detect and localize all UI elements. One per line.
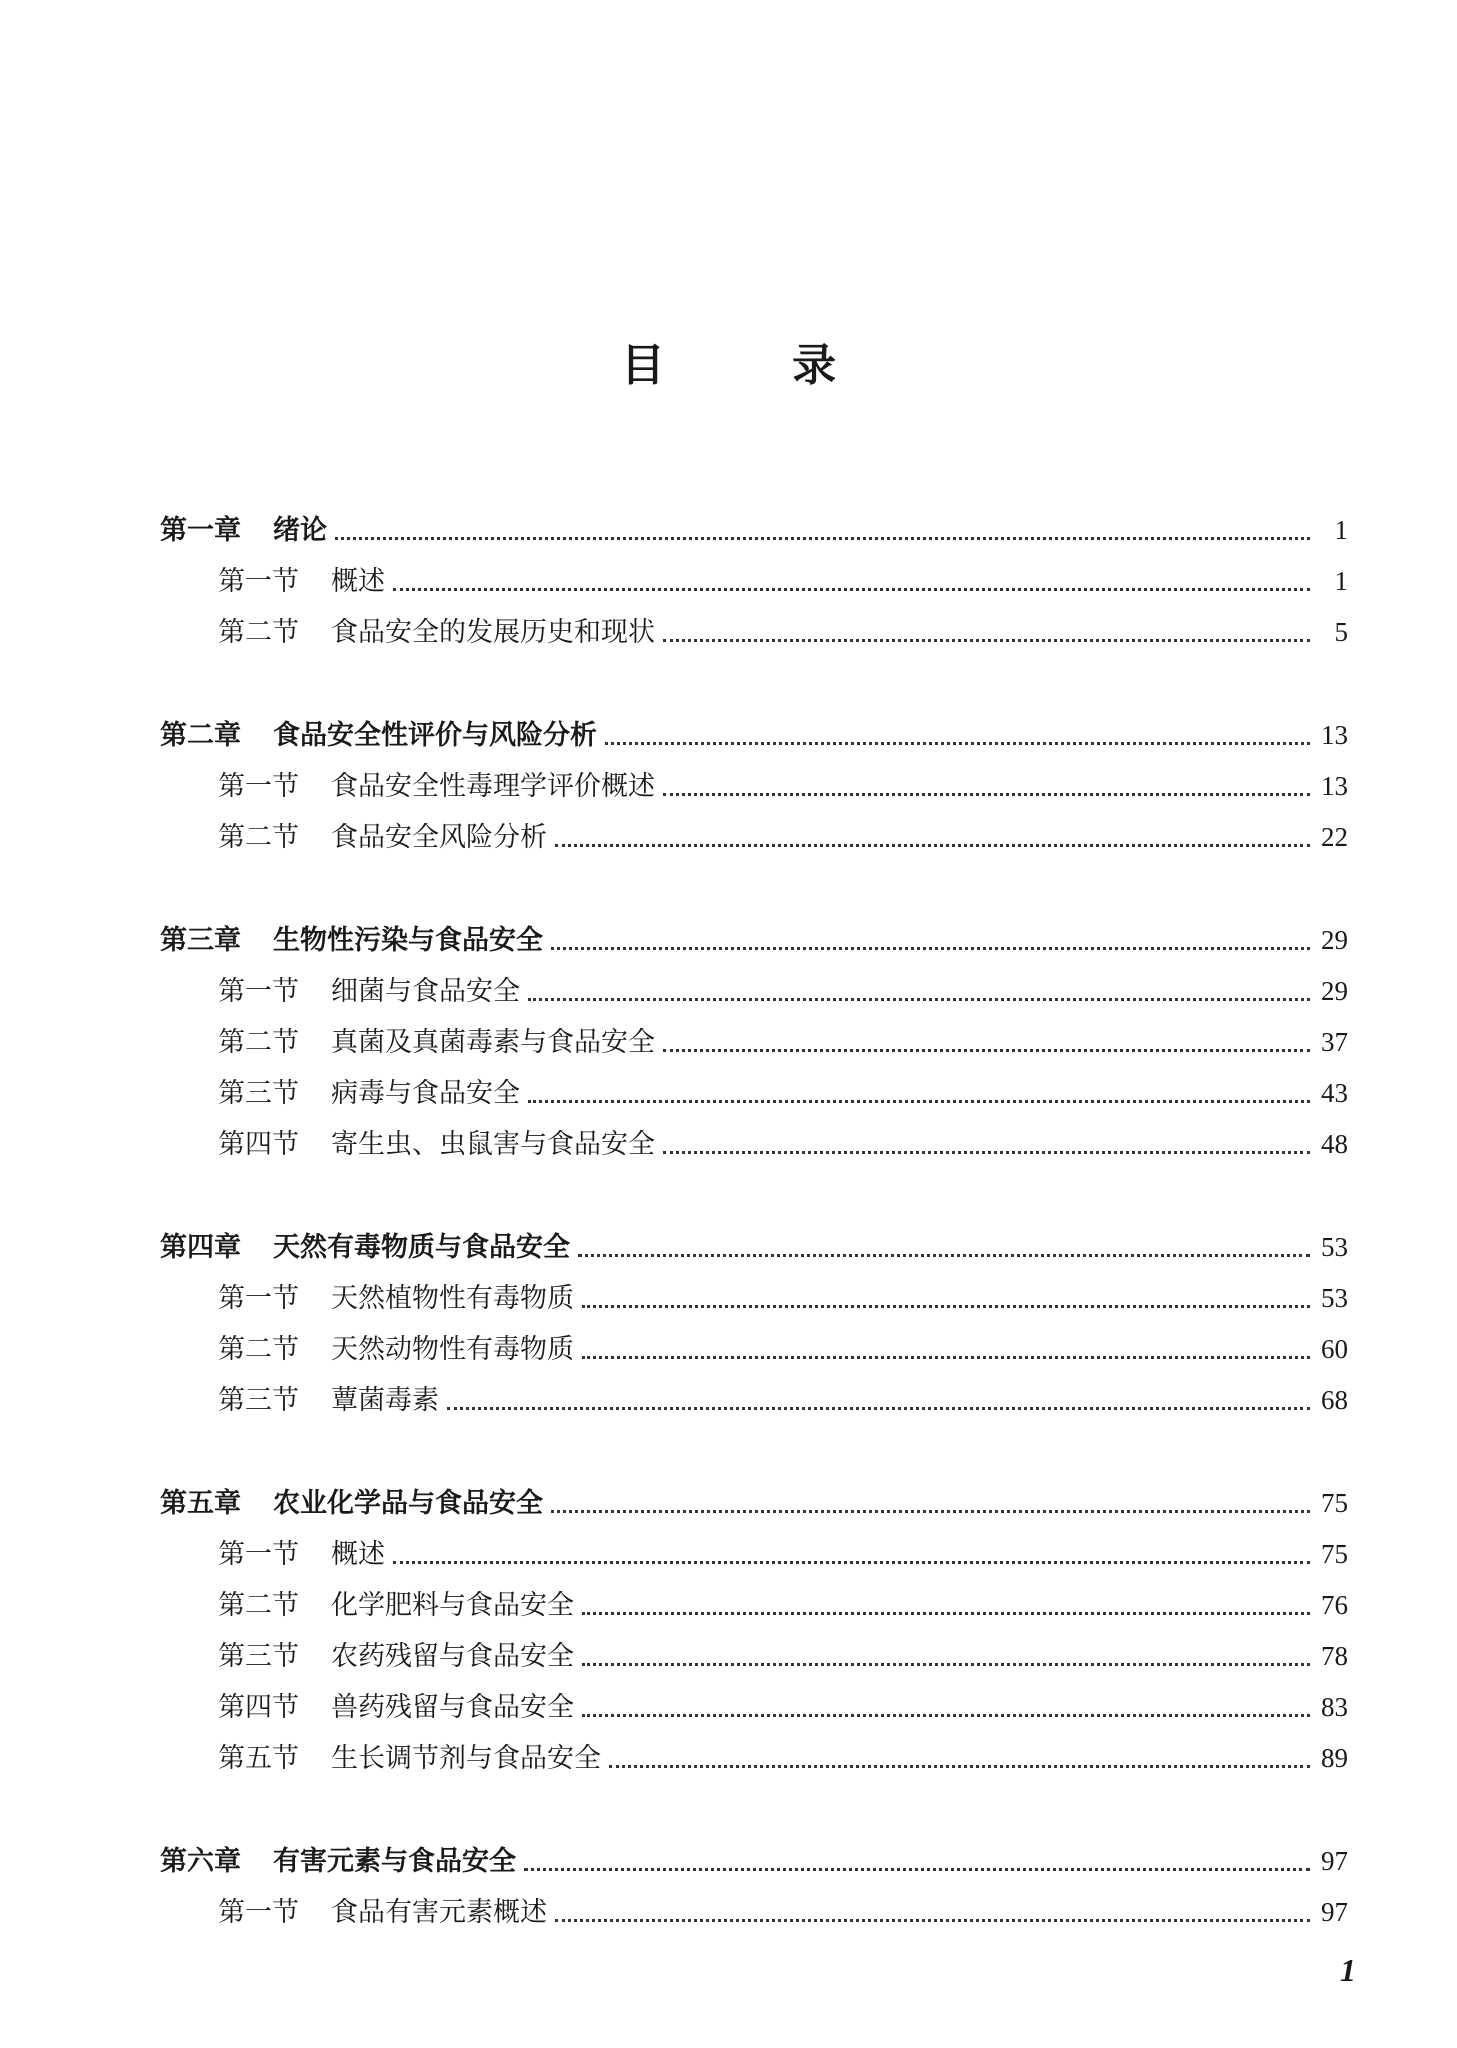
page-number: 89 (1321, 1743, 1348, 1773)
page-number: 53 (1321, 1283, 1348, 1313)
dot-leader (393, 588, 1310, 591)
section-number: 第三节 (218, 1385, 299, 1416)
section-title: 概述 (331, 566, 385, 597)
dot-leader (578, 1254, 1310, 1257)
section-title: 生长调节剂与食品安全 (331, 1743, 601, 1774)
dot-leader (582, 1612, 1310, 1615)
dot-leader (528, 998, 1310, 1001)
section-title: 天然动物性有毒物质 (331, 1334, 574, 1365)
dot-leader (663, 1049, 1310, 1052)
page-number: 29 (1321, 925, 1348, 955)
section-number: 第二节 (218, 1027, 299, 1058)
toc-chapter-entry[interactable] (160, 1478, 1348, 1529)
dot-leader (663, 793, 1310, 796)
page-number: 37 (1321, 1027, 1348, 1057)
section-title: 食品安全性毒理学评价概述 (331, 771, 655, 802)
toc-section-entry[interactable] (160, 556, 1348, 607)
section-title: 天然植物性有毒物质 (331, 1283, 574, 1314)
dot-leader (524, 1868, 1310, 1871)
toc-section-entry[interactable] (160, 1733, 1348, 1784)
page-number: 29 (1321, 976, 1348, 1006)
section-number: 第四节 (218, 1692, 299, 1723)
section-title: 食品安全的发展历史和现状 (331, 617, 655, 648)
chapter-title: 绪论 (273, 515, 327, 546)
dot-leader (663, 1151, 1310, 1154)
toc-section-entry[interactable] (160, 1887, 1348, 1938)
chapter-title: 生物性污染与食品安全 (273, 925, 543, 956)
toc-chapter-entry[interactable] (160, 710, 1348, 761)
section-title: 化学肥料与食品安全 (331, 1590, 574, 1621)
section-number: 第一节 (218, 1897, 299, 1928)
dot-leader (605, 742, 1310, 745)
page-number: 43 (1321, 1078, 1348, 1108)
chapter-number: 第四章 (160, 1232, 241, 1263)
dot-leader (551, 1510, 1310, 1513)
section-number: 第三节 (218, 1078, 299, 1109)
chapter-title: 有害元素与食品安全 (273, 1846, 516, 1877)
section-number: 第二节 (218, 822, 299, 853)
toc-chapter-entry[interactable] (160, 915, 1348, 966)
dot-leader (582, 1356, 1310, 1359)
dot-leader (609, 1765, 1310, 1768)
toc-section-entry[interactable] (160, 1324, 1348, 1375)
dot-leader (582, 1305, 1310, 1308)
section-number: 第五节 (218, 1743, 299, 1774)
dot-leader (663, 639, 1310, 642)
section-number: 第一节 (218, 976, 299, 1007)
toc-section-entry[interactable] (160, 1580, 1348, 1631)
section-title: 食品安全风险分析 (331, 822, 547, 853)
chapter-6 (160, 1836, 1348, 1938)
toc-section-entry[interactable] (160, 761, 1348, 812)
toc-chapter-entry[interactable] (160, 505, 1348, 556)
dot-leader (555, 1919, 1310, 1922)
page-number: 75 (1321, 1539, 1348, 1569)
page-number: 53 (1321, 1232, 1348, 1262)
section-title: 真菌及真菌毒素与食品安全 (331, 1027, 655, 1058)
toc-section-entry[interactable] (160, 1068, 1348, 1119)
dot-leader (555, 844, 1310, 847)
page-number: 1 (1334, 566, 1348, 596)
section-number: 第一节 (218, 566, 299, 597)
section-title: 细菌与食品安全 (331, 976, 520, 1007)
dot-leader (582, 1663, 1310, 1666)
page-number: 97 (1321, 1897, 1348, 1927)
toc-section-entry[interactable] (160, 1273, 1348, 1324)
chapter-number: 第一章 (160, 515, 241, 546)
section-title: 病毒与食品安全 (331, 1078, 520, 1109)
toc-section-entry[interactable] (160, 812, 1348, 863)
page-number: 22 (1321, 822, 1348, 852)
section-title: 概述 (331, 1539, 385, 1570)
section-number: 第二节 (218, 1590, 299, 1621)
section-number: 第二节 (218, 1334, 299, 1365)
page-number: 75 (1321, 1488, 1348, 1518)
page-number: 83 (1321, 1692, 1348, 1722)
toc-section-entry[interactable] (160, 1682, 1348, 1733)
section-number: 第一节 (218, 771, 299, 802)
page-number: 5 (1334, 617, 1348, 647)
chapter-title: 天然有毒物质与食品安全 (273, 1232, 570, 1263)
chapter-number: 第三章 (160, 925, 241, 956)
page-number: 48 (1321, 1129, 1348, 1159)
section-number: 第四节 (218, 1129, 299, 1160)
table-of-contents (160, 505, 1348, 1990)
section-number: 第三节 (218, 1641, 299, 1672)
dot-leader (335, 537, 1310, 540)
chapter-number: 第五章 (160, 1488, 241, 1519)
chapter-3 (160, 915, 1348, 1170)
toc-section-entry[interactable] (160, 1119, 1348, 1170)
toc-chapter-entry[interactable] (160, 1836, 1348, 1887)
chapter-title: 食品安全性评价与风险分析 (273, 720, 597, 751)
toc-chapter-entry[interactable] (160, 1222, 1348, 1273)
section-number: 第一节 (218, 1539, 299, 1570)
section-title: 蕈菌毒素 (331, 1385, 439, 1416)
page-number: 68 (1321, 1385, 1348, 1415)
toc-section-entry[interactable] (160, 607, 1348, 658)
page-number: 1 (1334, 515, 1348, 545)
section-title: 兽药残留与食品安全 (331, 1692, 574, 1723)
section-number: 第一节 (218, 1283, 299, 1314)
page-number: 78 (1321, 1641, 1348, 1671)
section-number: 第二节 (218, 617, 299, 648)
chapter-1 (160, 505, 1348, 658)
dot-leader (393, 1561, 1310, 1564)
page-number: 60 (1321, 1334, 1348, 1364)
section-title: 寄生虫、虫鼠害与食品安全 (331, 1129, 655, 1160)
toc-section-entry[interactable] (160, 1631, 1348, 1682)
toc-section-entry[interactable] (160, 966, 1348, 1017)
toc-section-entry[interactable] (160, 1529, 1348, 1580)
page-number: 76 (1321, 1590, 1348, 1620)
dot-leader (582, 1714, 1310, 1717)
section-title: 农药残留与食品安全 (331, 1641, 574, 1672)
chapter-title: 农业化学品与食品安全 (273, 1488, 543, 1519)
page-number: 13 (1321, 771, 1348, 801)
dot-leader (551, 947, 1310, 950)
chapter-2 (160, 710, 1348, 863)
folio-page-number: 1 (1340, 1952, 1356, 1988)
page-number: 97 (1321, 1846, 1348, 1876)
dot-leader (528, 1100, 1310, 1103)
dot-leader (447, 1407, 1310, 1410)
chapter-number: 第二章 (160, 720, 241, 751)
chapter-4 (160, 1222, 1348, 1426)
toc-section-entry[interactable] (160, 1375, 1348, 1426)
chapter-5 (160, 1478, 1348, 1784)
section-title: 食品有害元素概述 (331, 1897, 547, 1928)
page-number: 13 (1321, 720, 1348, 750)
toc-section-entry[interactable] (160, 1017, 1348, 1068)
page-title: 目 录 (620, 340, 893, 391)
chapter-number: 第六章 (160, 1846, 241, 1877)
